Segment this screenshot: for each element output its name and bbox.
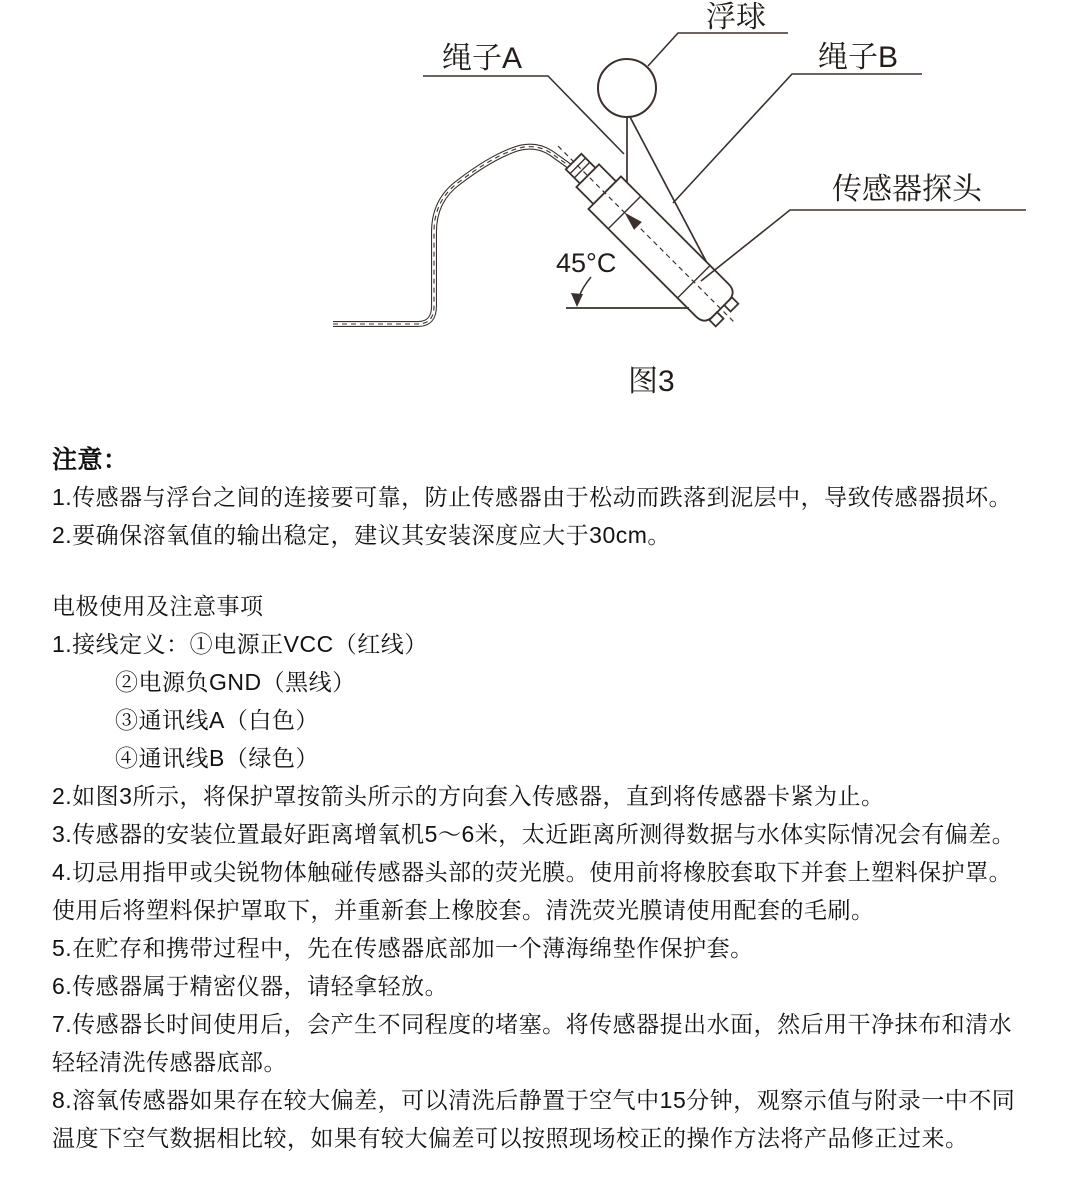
note-line: 1.传感器与浮台之间的连接要可靠，防止传感器由于松动而跌落到泥层中，导致传感器损坏。 bbox=[52, 484, 1013, 510]
label-float-ball: 浮球 bbox=[706, 1, 766, 34]
electrode-line: 轻轻清洗传感器底部。 bbox=[52, 1049, 287, 1075]
rope-a-leader-line bbox=[423, 76, 624, 154]
figure-caption: 图3 bbox=[628, 365, 675, 398]
figure-3-diagram bbox=[0, 0, 1080, 432]
electrode-line: 1.接线定义：①电源正VCC（红线） bbox=[52, 631, 428, 657]
electrode-line: 8.溶氧传感器如果存在较大偏差，可以清洗后静置于空气中15分钟，观察示值与附录一中不同 bbox=[52, 1087, 1016, 1113]
probe-leader-line bbox=[701, 210, 1026, 281]
notes-heading: 注意： bbox=[52, 446, 129, 474]
label-angle-45: 45°C bbox=[556, 248, 617, 278]
sensor-cable bbox=[333, 147, 572, 324]
electrode-line: 温度下空气数据相比较，如果有较大偏差可以按照现场校正的操作方法将产品修正过来。 bbox=[52, 1125, 969, 1151]
electrode-line: 使用后将塑料保护罩取下，并重新套上橡胶套。清洗荧光膜请使用配套的毛刷。 bbox=[52, 897, 875, 923]
electrode-heading: 电极使用及注意事项 bbox=[52, 593, 264, 619]
electrode-line: 6.传感器属于精密仪器，请轻拿轻放。 bbox=[52, 973, 449, 999]
angle-arrow-icon bbox=[571, 293, 583, 307]
electrode-line: 4.切忌用指甲或尖锐物体触碰传感器头部的荧光膜。使用前将橡胶套取下并套上塑料保护罩。 bbox=[52, 859, 1013, 885]
label-rope-a: 绳子A bbox=[442, 42, 523, 75]
electrode-line: ④通讯线B（绿色） bbox=[115, 745, 319, 771]
float-leader-line bbox=[648, 33, 788, 66]
float-ball bbox=[598, 59, 656, 117]
electrode-line: 3.传感器的安装位置最好距离增氧机5～6米，太近距离所测得数据与水体实际情况会有偏差。 bbox=[52, 821, 1016, 847]
electrode-line: 2.如图3所示，将保护罩按箭头所示的方向套入传感器，直到将传感器卡紧为止。 bbox=[52, 783, 885, 809]
note-line: 2.要确保溶氧值的输出稳定，建议其安装深度应大于30cm。 bbox=[52, 522, 671, 548]
label-rope-b: 绳子B bbox=[818, 41, 899, 74]
electrode-line: 5.在贮存和携带过程中，先在传感器底部加一个薄海绵垫作保护套。 bbox=[52, 935, 754, 961]
electrode-line: 7.传感器长时间使用后，会产生不同程度的堵塞。将传感器提出水面，然后用干净抹布和清水 bbox=[52, 1011, 1013, 1037]
sensor-body bbox=[542, 130, 750, 338]
electrode-line: ③通讯线A（白色） bbox=[115, 707, 319, 733]
label-sensor-probe: 传感器探头 bbox=[832, 173, 982, 206]
electrode-line: ②电源负GND（黑线） bbox=[115, 669, 356, 695]
instructions-block bbox=[52, 442, 1047, 1157]
